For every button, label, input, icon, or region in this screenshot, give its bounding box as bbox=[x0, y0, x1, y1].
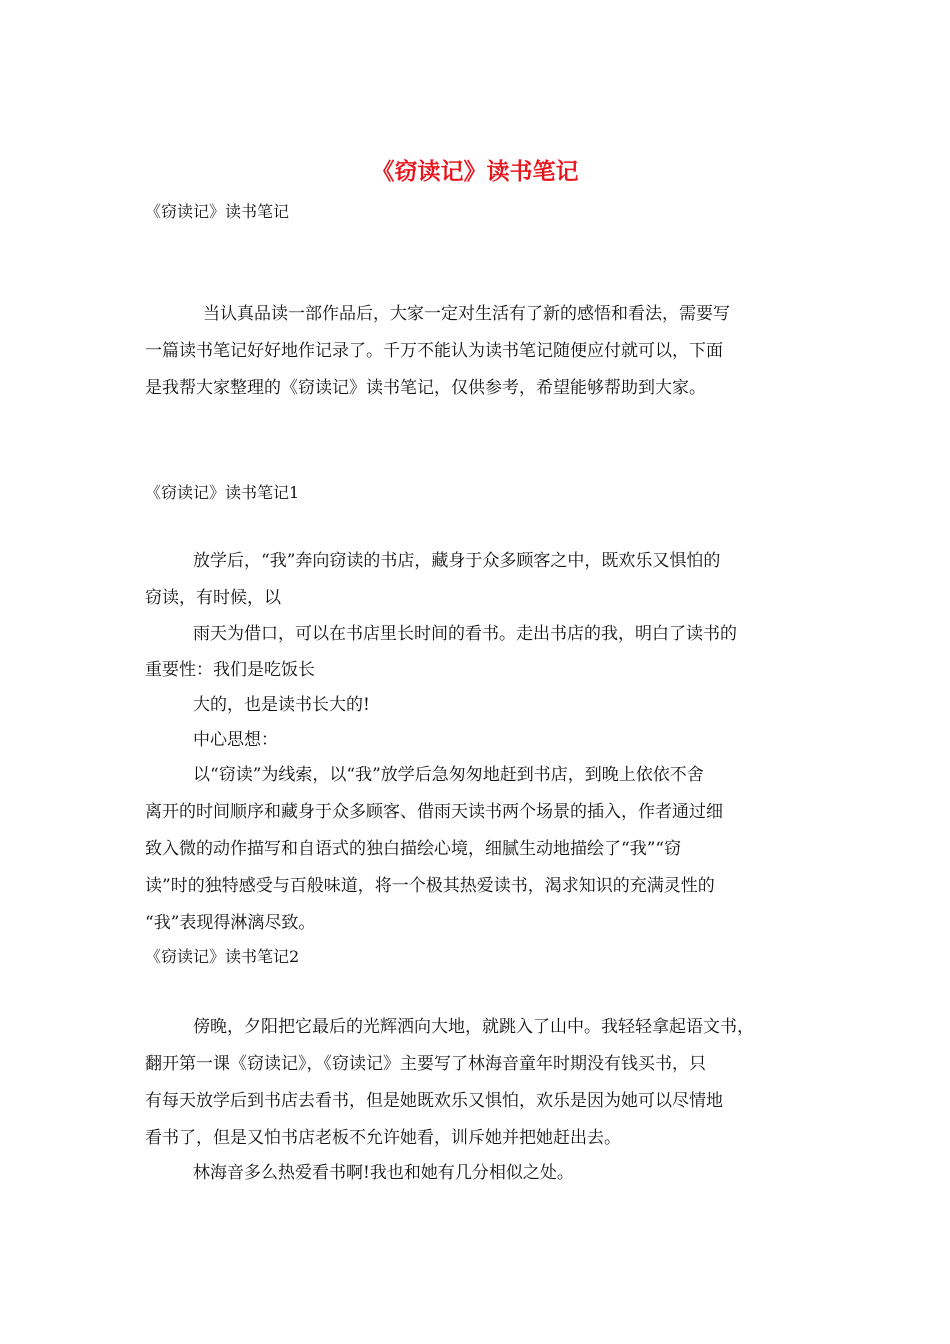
document-title: 《窃读记》读书笔记 bbox=[371, 158, 579, 185]
paragraph-line: 放学后，“我”奔向窃读的书店，藏身于众多顾客之中，既欢乐又惧怕的 bbox=[193, 551, 721, 571]
paragraph-line: 看书了，但是又怕书店老板不允许她看，训斥她并把她赶出去。 bbox=[145, 1128, 621, 1148]
paragraph-line: 雨天为借口，可以在书店里长时间的看书。走出书店的我，明白了读书的 bbox=[193, 624, 737, 644]
intro-line: 是我帮大家整理的《窃读记》读书笔记，仅供参考，希望能够帮助到大家。 bbox=[145, 378, 706, 398]
intro-line: 一篇读书笔记好好地作记录了。千万不能认为读书笔记随便应付就可以，下面 bbox=[145, 341, 723, 361]
paragraph-line: 致入微的动作描写和自语式的独白描绘心境，细腻生动地描绘了“我”“窃 bbox=[145, 839, 682, 859]
paragraph-line: 读”时的独特感受与百般味道，将一个极其热爱读书，渴求知识的充满灵性的 bbox=[145, 876, 715, 896]
paragraph-line: 大的，也是读书长大的! bbox=[193, 695, 370, 715]
paragraph-line: 中心思想： bbox=[193, 730, 278, 750]
paragraph-line: 以“窃读”为线索，以“我”放学后急匆匆地赶到书店，到晚上依依不舍 bbox=[193, 765, 704, 785]
paragraph-line: “我”表现得淋漓尽致。 bbox=[145, 913, 316, 933]
intro-line: 当认真品读一部作品后，大家一定对生活有了新的感悟和看法，需要写 bbox=[203, 304, 730, 324]
paragraph-line: 林海音多么热爱看书啊!我也和她有几分相似之处。 bbox=[193, 1163, 574, 1183]
paragraph-line: 傍晚，夕阳把它最后的光辉洒向大地，就跳入了山中。我轻轻拿起语文书， bbox=[193, 1017, 754, 1037]
paragraph-line: 翻开第一课《窃读记》，《窃读记》主要写了林海音童年时期没有钱买书，只 bbox=[145, 1054, 706, 1074]
paragraph-line: 离开的时间顺序和藏身于众多顾客、借雨天读书两个场景的插入，作者通过细 bbox=[145, 802, 723, 822]
section-heading-2: 《窃读记》读书笔记2 bbox=[145, 947, 300, 966]
paragraph-line: 重要性：我们是吃饭长 bbox=[145, 660, 315, 680]
section-heading-1: 《窃读记》读书笔记1 bbox=[145, 483, 300, 502]
subtitle: 《窃读记》读书笔记 bbox=[145, 202, 290, 221]
paragraph-line: 窃读，有时候，以 bbox=[145, 588, 281, 608]
paragraph-line: 有每天放学后到书店去看书，但是她既欢乐又惧怕，欢乐是因为她可以尽情地 bbox=[145, 1091, 723, 1111]
